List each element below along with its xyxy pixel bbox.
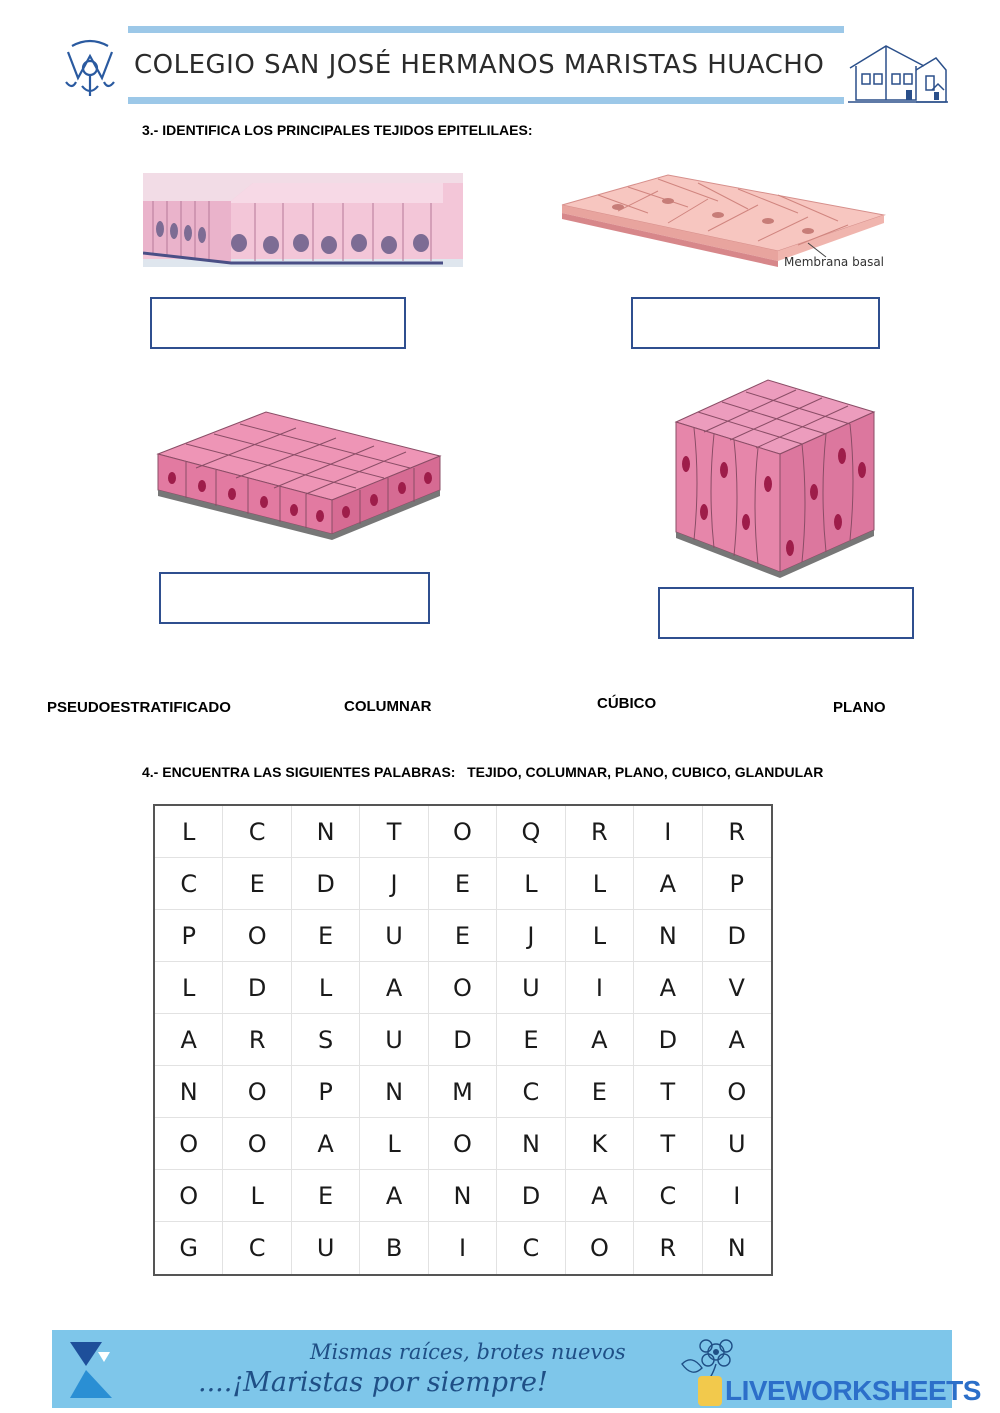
school-name: COLEGIO SAN JOSÉ HERMANOS MARISTAS HUACHO (134, 50, 825, 80)
option-columnar[interactable]: COLUMNAR (344, 698, 432, 715)
grid-cell[interactable]: A (634, 858, 702, 910)
grid-cell[interactable]: O (429, 962, 497, 1014)
option-pseudoestratificado[interactable]: PSEUDOESTRATIFICADO (47, 699, 231, 716)
section-4-title: 4.- ENCUENTRA LAS SIGUIENTES PALABRAS: TEJIDO, COLUMNAR, PLANO, CUBICO, GLANDULAR (142, 764, 824, 780)
grid-cell[interactable]: B (360, 1222, 428, 1274)
tissue-image-2 (558, 165, 914, 275)
grid-cell[interactable]: C (634, 1170, 702, 1222)
option-cubico[interactable]: CÚBICO (597, 695, 657, 712)
grid-cell[interactable]: O (155, 1118, 223, 1170)
membrana-basal-label: Membrana basal (784, 255, 885, 269)
grid-cell[interactable]: E (292, 1170, 360, 1222)
liveworksheets-brand[interactable]: LIVEWORKSHEETS (725, 1375, 981, 1406)
tissue-image-1 (143, 173, 463, 267)
grid-cell[interactable]: O (223, 910, 291, 962)
grid-cell[interactable]: A (360, 1170, 428, 1222)
grid-cell[interactable]: A (155, 1014, 223, 1066)
grid-cell[interactable]: J (360, 858, 428, 910)
grid-cell[interactable]: I (566, 962, 634, 1014)
grid-cell[interactable]: O (566, 1222, 634, 1274)
answer-box-1[interactable] (150, 297, 406, 349)
grid-cell[interactable]: O (703, 1066, 771, 1118)
grid-cell[interactable]: U (360, 1014, 428, 1066)
grid-cell[interactable]: A (360, 962, 428, 1014)
grid-cell[interactable]: N (727, 1234, 746, 1262)
grid-cell[interactable]: R (634, 1222, 702, 1274)
grid-cell[interactable]: K (566, 1118, 634, 1170)
grid-cell[interactable]: G (155, 1222, 223, 1274)
grid-cell[interactable]: P (703, 858, 771, 910)
grid-cell[interactable]: L (566, 910, 634, 962)
grid-cell[interactable]: I (703, 1170, 771, 1222)
grid-cell[interactable]: D (429, 1014, 497, 1066)
grid-cell[interactable]: R (223, 1014, 291, 1066)
grid-cell[interactable]: A (292, 1118, 360, 1170)
grid-cell[interactable]: N (429, 1170, 497, 1222)
grid-cell[interactable]: S (292, 1014, 360, 1066)
grid-cell[interactable]: L (566, 858, 634, 910)
footer-motto-line2: ....¡Maristas por siempre! (198, 1367, 548, 1398)
grid-cell[interactable]: D (634, 1014, 702, 1066)
grid-cell[interactable]: J (497, 910, 565, 962)
school-building-icon (846, 40, 950, 106)
answer-box-4[interactable] (658, 587, 914, 639)
grid-cell[interactable]: D (292, 858, 360, 910)
grid-cell[interactable]: E (292, 910, 360, 962)
option-plano[interactable]: PLANO (833, 699, 886, 716)
answer-box-3[interactable] (159, 572, 430, 624)
grid-cell[interactable]: U (292, 1222, 360, 1274)
grid-cell[interactable]: O (429, 1118, 497, 1170)
grid-cell[interactable]: L (155, 962, 223, 1014)
grid-cell[interactable]: O (429, 806, 497, 858)
grid-cell[interactable]: U (360, 910, 428, 962)
grid-cell[interactable]: M (429, 1066, 497, 1118)
grid-cell[interactable]: N (634, 910, 702, 962)
grid-cell[interactable]: N (155, 1066, 223, 1118)
grid-cell[interactable]: I (634, 806, 702, 858)
grid-cell[interactable]: O (223, 1118, 291, 1170)
word-search-grid (153, 804, 773, 1276)
grid-cell[interactable]: U (497, 962, 565, 1014)
grid-cell[interactable]: P (292, 1066, 360, 1118)
answer-box-2[interactable] (631, 297, 880, 349)
grid-cell[interactable]: E (566, 1066, 634, 1118)
footer-motto-line1: Mismas raíces, brotes nuevos (310, 1340, 626, 1364)
grid-cell[interactable]: O (155, 1170, 223, 1222)
marist-monogram-logo (62, 38, 118, 100)
marist-triangle-logo (68, 1340, 118, 1400)
grid-cell[interactable]: D (497, 1170, 565, 1222)
header-bottom-line (128, 97, 844, 104)
grid-cell[interactable]: E (429, 910, 497, 962)
liveworksheets-badge-icon (698, 1376, 722, 1406)
grid-cell[interactable]: A (566, 1014, 634, 1066)
grid-cell[interactable]: C (155, 858, 223, 910)
grid-cell[interactable]: V (703, 962, 771, 1014)
grid-cell[interactable]: A (703, 1014, 771, 1066)
grid-cell[interactable]: T (360, 806, 428, 858)
grid-cell[interactable]: N (497, 1118, 565, 1170)
grid-cell[interactable]: T (634, 1066, 702, 1118)
grid-cell[interactable]: N (360, 1066, 428, 1118)
grid-cell[interactable]: L (497, 858, 565, 910)
grid-cell[interactable]: C (497, 1066, 565, 1118)
grid-cell[interactable]: E (429, 858, 497, 910)
header-top-line (128, 26, 844, 33)
grid-cell[interactable]: D (223, 962, 291, 1014)
grid-cell[interactable]: N (292, 806, 360, 858)
grid-cell[interactable]: A (634, 962, 702, 1014)
grid-cell[interactable]: Q (497, 806, 565, 858)
grid-cell[interactable]: L (360, 1118, 428, 1170)
grid-cell[interactable]: I (429, 1222, 497, 1274)
grid-cell[interactable]: L (292, 962, 360, 1014)
grid-cell[interactable]: A (566, 1170, 634, 1222)
tissue-image-4 (668, 372, 880, 578)
grid-cell[interactable]: O (223, 1066, 291, 1118)
grid-cell[interactable]: R (703, 806, 771, 858)
grid-cell[interactable]: R (566, 806, 634, 858)
grid-cell[interactable]: D (703, 910, 771, 962)
section-3-title: 3.- IDENTIFICA LOS PRINCIPALES TEJIDOS EPITELILAES: (142, 122, 533, 138)
grid-cell[interactable]: C (497, 1222, 565, 1274)
grid-cell[interactable]: P (155, 910, 223, 962)
grid-cell[interactable]: E (223, 858, 291, 910)
tissue-image-3 (156, 404, 444, 540)
grid-cell[interactable]: C (223, 806, 291, 858)
grid-cell[interactable]: L (155, 806, 223, 858)
grid-cell[interactable]: L (223, 1170, 291, 1222)
grid-cell[interactable]: C (223, 1222, 291, 1274)
grid-cell[interactable]: T (634, 1118, 702, 1170)
grid-cell[interactable]: E (497, 1014, 565, 1066)
grid-cell[interactable]: U (703, 1118, 771, 1170)
